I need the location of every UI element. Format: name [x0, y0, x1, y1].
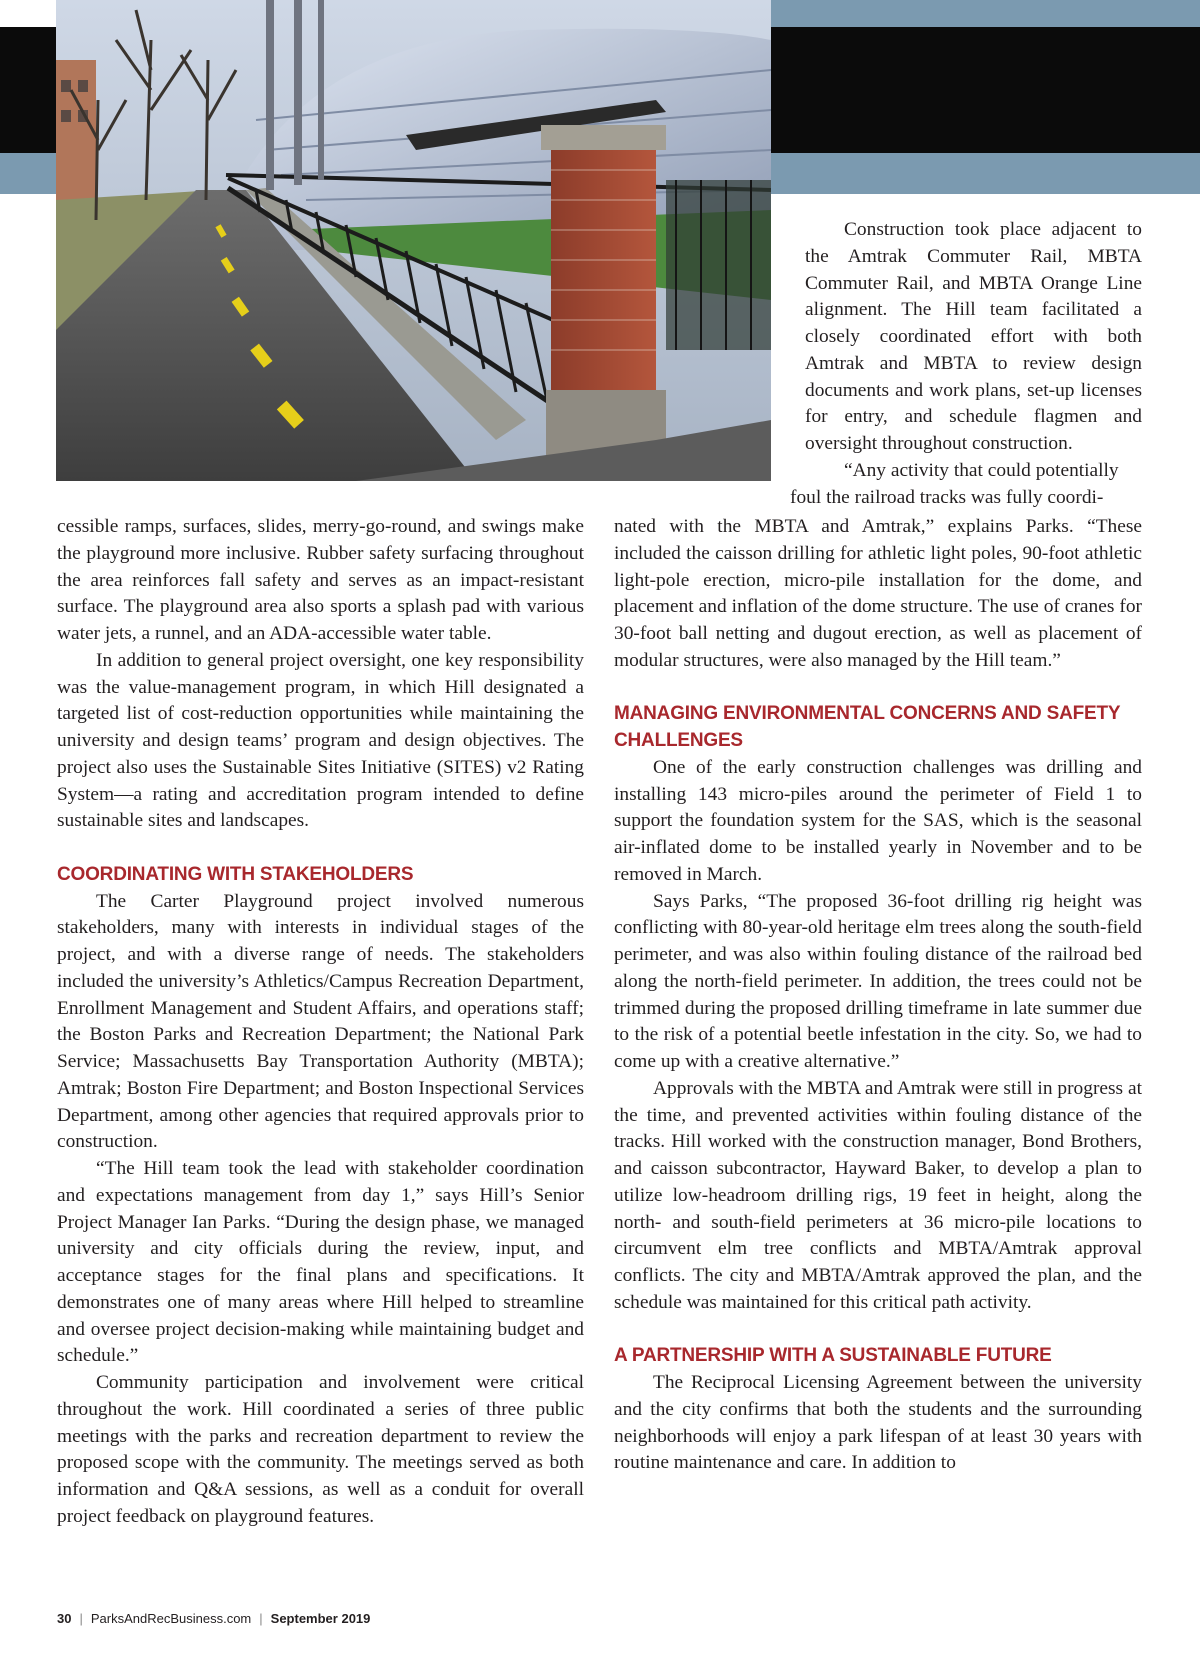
paragraph: The Carter Playground project involved numerous stakeholders, many with interests in individual stages of the project, and with a diverse range of needs. The stakeholders included the university’s Athletics/Campus Recreation Department, Enrollment Management and Student Affairs, and operations staff; the Boston Parks and Recreation Department; the National Park Service; Massachusetts Bay Transportation Authority (MBTA); Amtrak; Boston Fire Department; and Boston Inspectional Services Department, among other agencies that required approvals prior to construction.: [57, 890, 584, 1153]
paragraph: cessible ramps, surfaces, slides, merry-go-round, and swings make the playground more inclusive. Rubber safety surfacing throughout the area reinforces fall safety and serves as an impact-resistant surface. The playground area also sports a splash pad with various water jets, a runnel, and an ADA-accessible water table.: [57, 516, 584, 644]
page-footer: [57, 1611, 370, 1626]
paragraph: In addition to general project oversight, one key responsibility was the value-management program, in which Hill designated a targeted list of cost-reduction opportunities while maintaining the university and design teams’ program and design objectives. The project also uses the Sustainable Sites Initiative (SITES) v2 Rating System—a rating and accreditation program intended to define sustainable sites and landscapes.: [57, 649, 584, 832]
section-heading: A PARTNERSHIP WITH A SUSTAINABLE FUTURE: [614, 1345, 1052, 1367]
page-number: 30: [57, 1611, 72, 1626]
right-column-top: [790, 217, 1142, 511]
section-heading: COORDINATING WITH STAKEHOLDERS: [57, 863, 414, 885]
right-column: [614, 514, 1142, 1477]
footer-separator: |: [259, 1611, 263, 1626]
footer-site: ParksAndRecBusiness.com: [90, 1611, 252, 1626]
paragraph: “Any activity that could potentially: [844, 459, 1119, 481]
paragraph: “The Hill team took the lead with stakeholder coordination and expectations management from day 1,” says Hill’s Senior Project Manager Ian Parks. “During the design phase, we managed university and city officials during the review, input, and acceptance stages for the final plans and specifications. It demonstrates one of many areas where Hill helped to streamline and oversee project decision-making while maintaining budget and schedule.”: [57, 1158, 584, 1367]
paragraph: Says Parks, “The proposed 36-foot drilling rig height was conflicting with 80-year-old heritage elm trees along the south-field perimeter, and was also within fouling distance of the railroad bed along the north-field perimeter. In addition, the trees could not be trimmed during the proposed drilling timeframe in late summer due to the risk of a potential beetle infestation in the city. So, we had to come up with a creative alternative.”: [614, 890, 1142, 1072]
paragraph: The Reciprocal Licensing Agreement between the university and the city confirms that both the students and the surrounding neighborhoods will enjoy a park lifespan of at least 30 years with routine maintenance and care. In addition to: [614, 1372, 1142, 1474]
header-blue-strip: [730, 0, 1200, 27]
bike-path-photo-illustration: [56, 0, 771, 481]
paragraph: One of the early construction challenges was drilling and installing 143 micro-piles around the perimeter of Field 1 to support the foundation system for the SAS, which is the seasonal air-inflated dome to be installed yearly in November and to be removed in March.: [614, 756, 1142, 885]
paragraph: Community participation and involvement were critical throughout the work. Hill coordinated a series of three public meetings with the parks and recreation department to review the proposed scope with the community. The meetings served as both information and Q&A sessions, as well as a conduit for overall project feedback on playground features.: [57, 1372, 584, 1527]
paragraph: nated with the MBTA and Amtrak,” explains Parks. “These included the caisson drilling for athletic light poles, 90-foot athletic light-pole erection, micro-pile installation for the dome, and placement and inflation of the dome structure. The use of cranes for 30-foot ball netting and dugout erection, as well as placement of modular structures, were also managed by the Hill team.”: [614, 516, 1142, 671]
paragraph: Approvals with the MBTA and Amtrak were still in progress at the time, and prevented activities within fouling distance of the tracks. Hill worked with the construction manager, Bond Brothers, and caisson subcontractor, Hayward Baker, to develop a plan to utilize low-headroom drilling rigs, 19 feet in height, along the north- and south-field perimeters at 36 micro-pile locations to circumvent elm tree conflicts and MBTA/Amtrak approval conflicts. The city and MBTA/Amtrak approved the plan, and the schedule was maintained for this critical path activity.: [614, 1077, 1142, 1313]
paragraph-continuation: foul the railroad tracks was fully coordi-: [790, 486, 1104, 508]
section-heading: MANAGING ENVIRONMENTAL CONCERNS AND SAFETY CHALLENGES: [614, 703, 1121, 751]
bike-path-photo: [56, 0, 771, 481]
footer-separator: |: [79, 1611, 83, 1626]
left-column: [57, 514, 584, 1531]
footer-issue: September 2019: [270, 1611, 371, 1626]
paragraph: Construction took place adjacent to the Amtrak Commuter Rail, MBTA Commuter Rail, and MBTA Orange Line alignment. The Hill team facilitated a closely coordinated effort with both Amtrak and MBTA to review design documents and work plans, set-up licenses for entry, and schedule flagmen and oversight throughout construction.: [805, 219, 1142, 454]
